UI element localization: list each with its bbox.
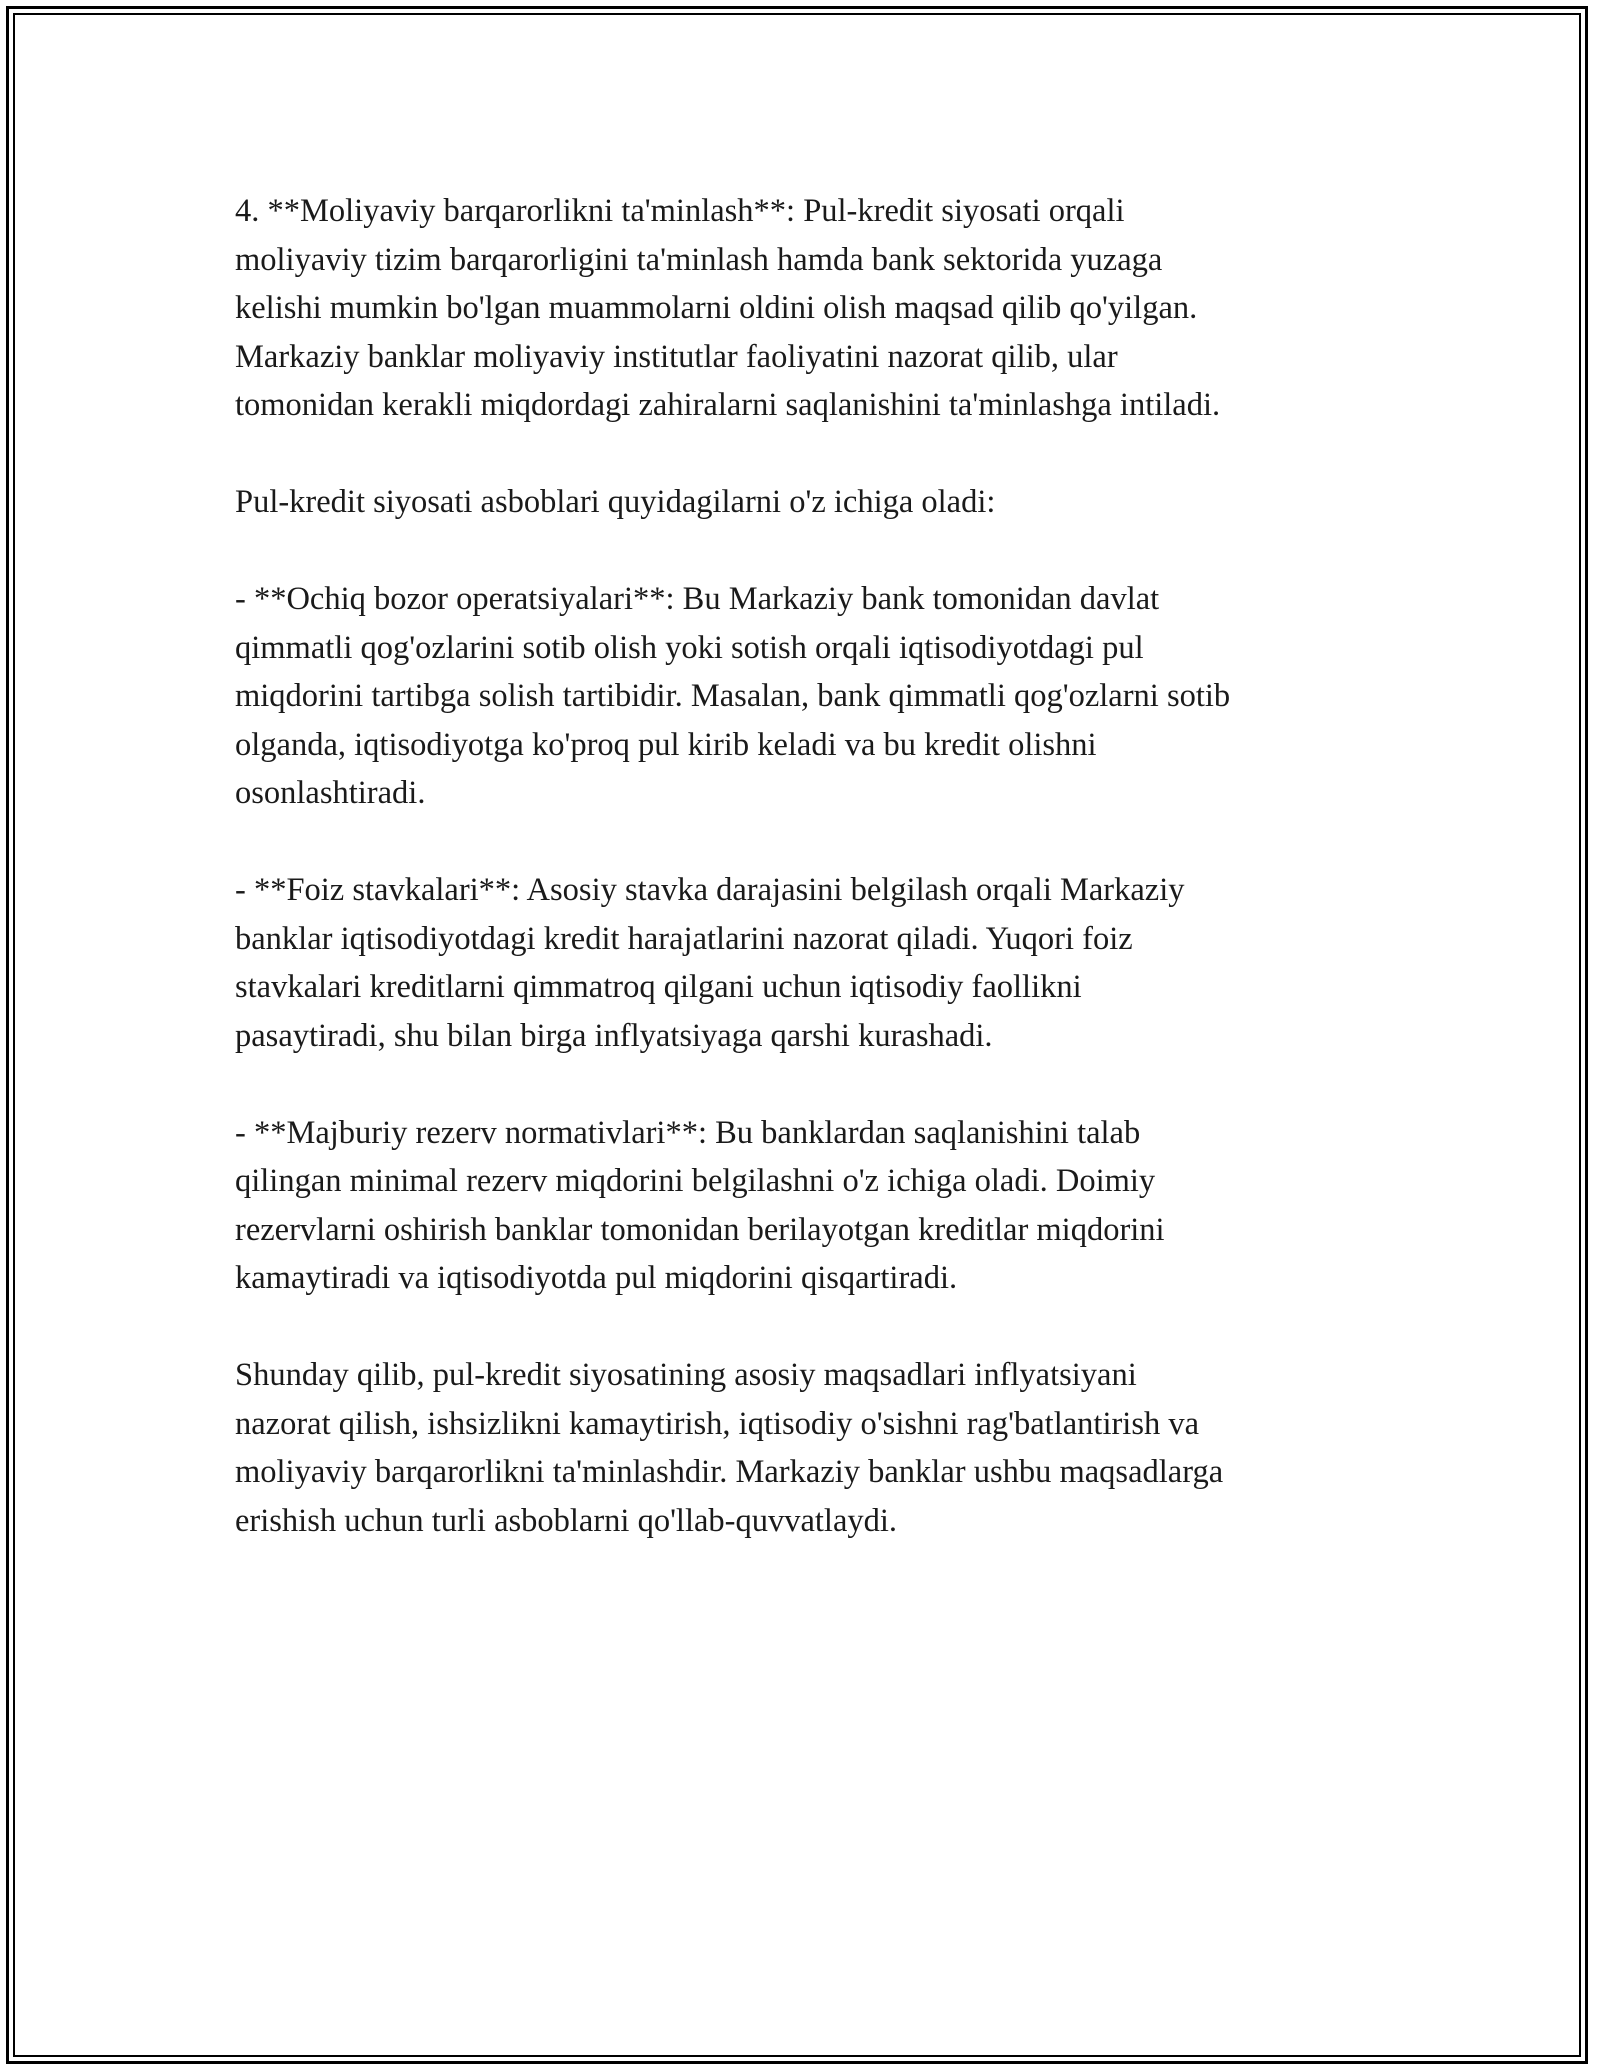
document-body	[235, 187, 1375, 1545]
paragraph-reserve-requirements: - **Majburiy rezerv normativlari**: Bu banklardan saqlanishini talab qilingan minimal rezerv miqdorini belgilashni o'z ichiga oladi. Doimiy rezervlarni oshirish banklar tomonidan berilayotgan kreditlar miqdorini kamaytiradi va iqtisodiyotda pul miqdorini qisqartiradi.	[235, 1114, 1165, 1296]
paragraph-financial-stability: 4. **Moliyaviy barqarorlikni ta'minlash**: Pul-kredit siyosati orqali moliyaviy tizim barqarorligini ta'minlash hamda bank sektorida yuzaga kelishi mumkin bo'lgan muammolarni oldini olish maqsad qilib qo'yilgan. Markaziy banklar moliyaviy institutlar faoliyatini nazorat qilib, ular tomonidan kerakli miqdordagi zahiralarni saqlanishini ta'minlashga intiladi.	[235, 193, 1221, 423]
paragraph-interest-rates: - **Foiz stavkalari**: Asosiy stavka darajasini belgilash orqali Markaziy banklar iqtisodiyotdagi kredit harajatlarini nazorat qiladi. Yuqori foiz stavkalari kreditlarni qimmatroq qilgani uchun iqtisodiy faollikni pasaytiradi, shu bilan birga inflyatsiyaga qarshi kurashadi.	[235, 872, 1185, 1054]
paragraph-instruments-intro: Pul-kredit siyosati asboblari quyidagilarni o'z ichiga oladi:	[235, 484, 996, 520]
paragraph-conclusion: Shunday qilib, pul-kredit siyosatining asosiy maqsadlari inflyatsiyani nazorat qilish, ishsizlikni kamaytirish, iqtisodiy o'sishni rag'batlantirish va moliyaviy barqarorlikni ta'minlashdir. Markaziy banklar ushbu maqsadlarga erishish uchun turli asboblarni qo'llab-quvvatlaydi.	[235, 1357, 1224, 1539]
paragraph-open-market-operations: - **Ochiq bozor operatsiyalari**: Bu Markaziy bank tomonidan davlat qimmatli qog'ozlarini sotib olish yoki sotish orqali iqtisodiyotdagi pul miqdorini tartibga solish tartibidir. Masalan, bank qimmatli qog'ozlarni sotib olganda, iqtisodiyotga ko'proq pul kirib keladi va bu kredit olishni osonlashtiradi.	[235, 581, 1231, 811]
